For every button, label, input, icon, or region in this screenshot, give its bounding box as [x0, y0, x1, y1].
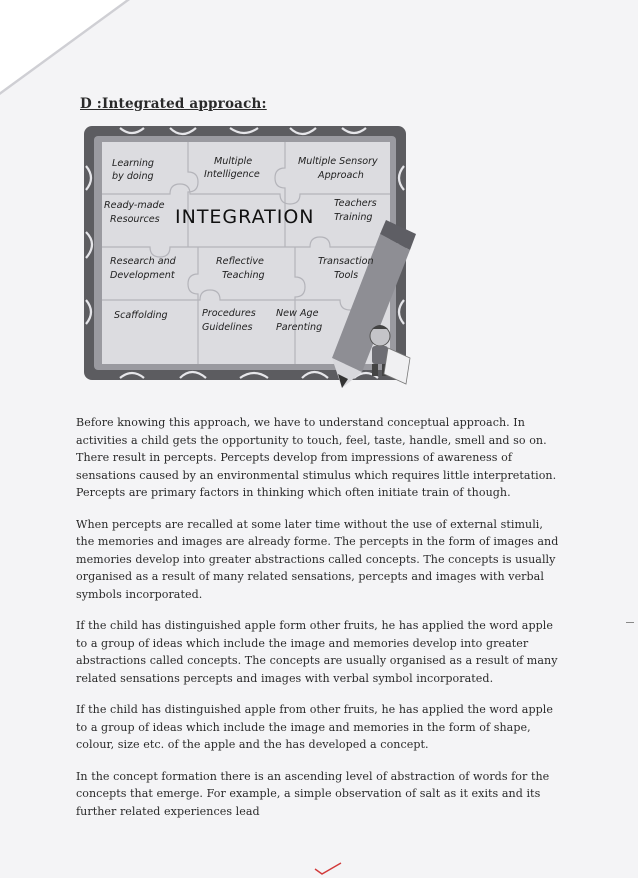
piece-reflective-1: Reflective: [216, 256, 264, 267]
paragraph-conceptual-approach: Before knowing this approach, we have to understand conceptual approach. In activities a child gets the opportunity to touch, feel, taste, handle, smell and so on. There result in percepts. Percepts develop from impressions of awareness of sensations caused by an environmental stimulus which requires little interpretation. Percepts are primary factors in thinking which often initiate train of though.: [76, 416, 557, 499]
piece-multiple-intelligence-2: Intelligence: [204, 169, 260, 180]
piece-newage-2: Parenting: [276, 322, 323, 333]
piece-reflective-2: Teaching: [222, 270, 265, 281]
paragraph-percepts-recalled: When percepts are recalled at some later time without the use of external stimuli, the memories and images are already forme. The percepts in the form of images and memories develop into greater abstractions called concepts. The concepts is usually organised as a result of many related sensations, percepts and images with verbal symbols incorporated.: [76, 517, 559, 601]
piece-multiple-sensory-1: Multiple Sensory: [298, 156, 378, 167]
piece-procedures-1: Procedures: [202, 308, 256, 319]
body-text: [76, 414, 564, 834]
piece-learning-2: by doing: [112, 171, 154, 182]
paragraph-apple-form: If the child has distinguished apple form other fruits, he has applied the word apple to a group of ideas which include the image and memories develop into greater abstractions called concepts. The concepts are usually organised as a result of many related sensations percepts and images with verbal symbol incorporated.: [76, 619, 558, 685]
piece-teachers-2: Training: [334, 212, 373, 223]
puzzle-illustration: [80, 122, 435, 392]
piece-procedures-2: Guidelines: [202, 322, 253, 333]
piece-multiple-sensory-2: Approach: [318, 170, 364, 181]
red-tick-mark-icon: [313, 862, 343, 876]
piece-multiple-intelligence-1: Multiple: [214, 156, 253, 167]
paragraph-concept-formation: In the concept formation there is an ascending level of abstraction of words for the concepts that emerge. For example, a simple observation of salt as it exits and its further related experiences lead: [76, 769, 550, 818]
piece-transaction-1: Transaction: [318, 256, 374, 267]
paragraph-apple-from: If the child has distinguished apple from other fruits, he has applied the word apple to a group of ideas which include the image and memories in the form of shape, colour, size etc. of the apple and the has developed a concept.: [76, 703, 553, 751]
piece-learning-1: Learning: [112, 158, 154, 169]
integration-title: INTEGRATION: [175, 206, 315, 228]
piece-newage-1: New Age: [276, 308, 319, 319]
page-corner-fold: [0, 0, 126, 92]
integration-puzzle-figure: [80, 122, 435, 392]
margin-mark: [626, 622, 634, 623]
piece-scaffolding: Scaffolding: [114, 310, 168, 321]
piece-transaction-2: Tools: [334, 270, 359, 281]
piece-teachers-1: Teachers: [334, 198, 377, 209]
piece-readymade-1: Ready-made: [104, 200, 165, 211]
piece-readymade-2: Resources: [110, 214, 160, 225]
piece-research-2: Development: [110, 270, 175, 281]
piece-research-1: Research and: [110, 256, 176, 267]
section-heading: D :Integrated approach:: [80, 96, 267, 112]
